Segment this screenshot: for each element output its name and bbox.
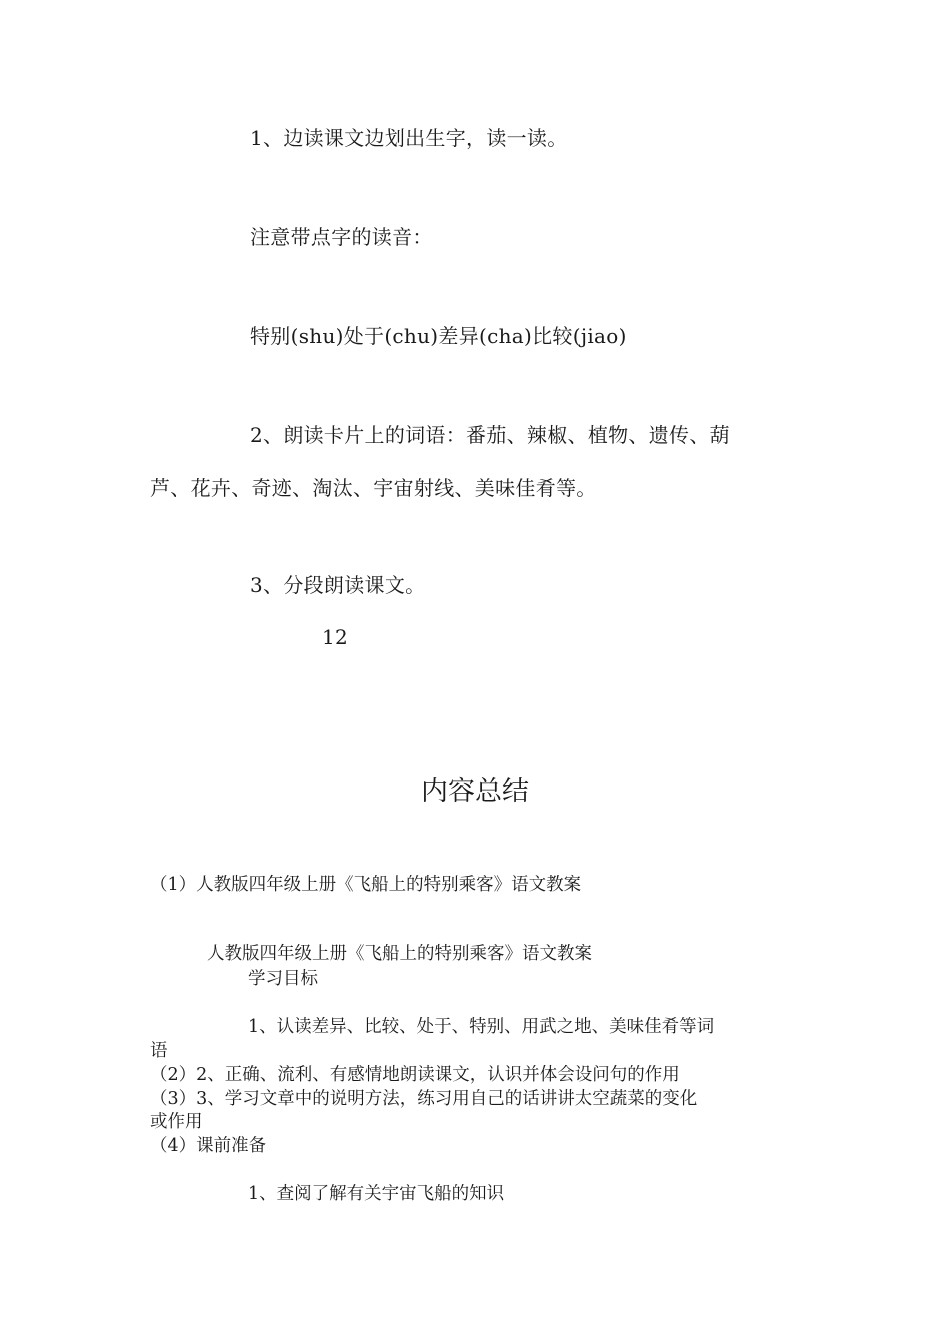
lesson-title: 人教版四年级上册《飞船上的特别乘客》语文教案 xyxy=(207,944,592,964)
summary-item-3-line-2: 或作用 xyxy=(150,1112,203,1132)
reading-step-3: 3、分段朗读课文。 xyxy=(250,573,426,597)
objective-1-line-1: 1、认读差异、比较、处于、特别、用武之地、美味佳肴等词 xyxy=(248,1017,715,1037)
summary-item-2: （2）2、正确、流利、有感情地朗读课文，认识并体会设问句的作用 xyxy=(150,1065,680,1085)
objectives-label: 学习目标 xyxy=(248,969,318,989)
summary-heading: 内容总结 xyxy=(421,776,529,807)
reading-step-2-line-2: 芦、花卉、奇迹、淘汰、宇宙射线、美味佳肴等。 xyxy=(150,476,597,500)
page-number: 12 xyxy=(322,625,349,649)
summary-item-4: （4）课前准备 xyxy=(150,1136,267,1156)
reading-step-2-line-1: 2、朗读卡片上的词语：番茄、辣椒、植物、遗传、葫 xyxy=(250,423,730,447)
objective-1-line-2: 语 xyxy=(150,1041,168,1061)
pinyin-line: 特别(shu)处于(chu)差异(cha)比较(jiao) xyxy=(250,324,627,348)
reading-step-1: 1、边读课文边划出生字，读一读。 xyxy=(250,126,568,150)
summary-item-3-line-1: （3）3、学习文章中的说明方法，练习用自己的话讲讲太空蔬菜的变化 xyxy=(150,1089,698,1109)
preparation-1: 1、查阅了解有关宇宙飞船的知识 xyxy=(248,1184,505,1204)
pronunciation-note: 注意带点字的读音： xyxy=(250,225,433,249)
summary-item-1: （1）人教版四年级上册《飞船上的特别乘客》语文教案 xyxy=(150,875,582,895)
